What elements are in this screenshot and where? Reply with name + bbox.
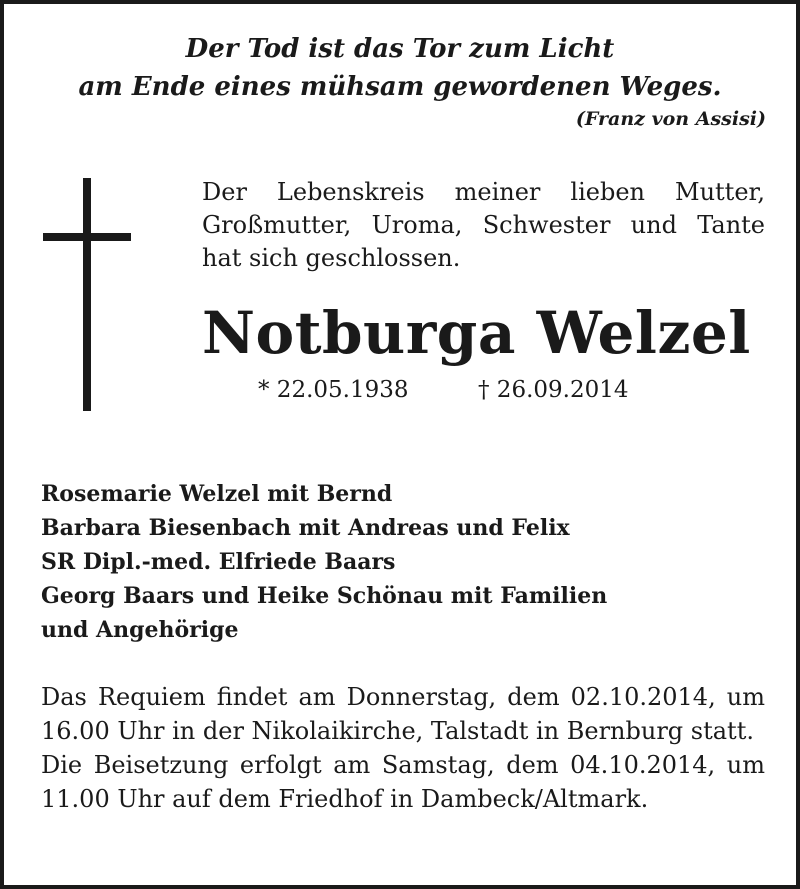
intro-text — [202, 176, 765, 275]
mourner-item: Rosemarie Welzel mit Bernd — [41, 481, 393, 507]
burial-text: Die Beisetzung erfolgt am Samstag, dem 04.10.2014, um 11.00 Uhr auf dem Friedhof in Dambeck/Altmark. — [41, 751, 765, 813]
mourner-item: Barbara Biesenbach mit Andreas und Felix — [41, 515, 570, 541]
quote — [30, 30, 770, 106]
mourner-item: SR Dipl.-med. Elfriede Baars — [41, 549, 396, 575]
mourner-item: und Angehörige — [41, 617, 239, 643]
deceased-name: Notburga Welzel — [202, 299, 751, 367]
intro-line-2: Großmutter, Uroma, Schwester und Tante — [202, 211, 765, 239]
cross-vertical-bar — [83, 178, 91, 411]
intro-line-1: Der Lebenskreis meiner lieben Mutter, — [202, 178, 765, 206]
quote-line-1: Der Tod ist das Tor zum Licht — [185, 34, 615, 64]
death-date: † 26.09.2014 — [478, 377, 629, 403]
mourner-item: Georg Baars und Heike Schönau mit Familien — [41, 583, 608, 609]
cross-horizontal-bar — [43, 233, 131, 241]
quote-author: (Franz von Assisi) — [575, 108, 766, 130]
intro-line-3: hat sich geschlossen. — [202, 244, 461, 272]
mourners-list — [41, 477, 607, 647]
requiem-text: Das Requiem findet am Donnerstag, dem 02.10.2014, um 16.00 Uhr in der Nikolaikirche, Talstadt in Bernburg statt. — [41, 683, 765, 745]
birth-date: * 22.05.1938 — [258, 377, 409, 403]
quote-line-2: am Ende eines mühsam gewordenen Weges. — [78, 72, 722, 102]
service-info — [41, 680, 765, 816]
